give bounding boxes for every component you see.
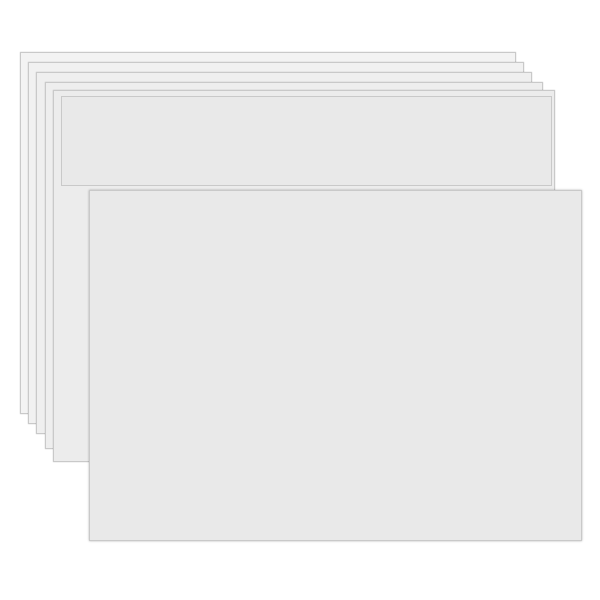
sticker-sheet-main (89, 190, 582, 541)
sticker-sheet-partial (61, 96, 552, 186)
